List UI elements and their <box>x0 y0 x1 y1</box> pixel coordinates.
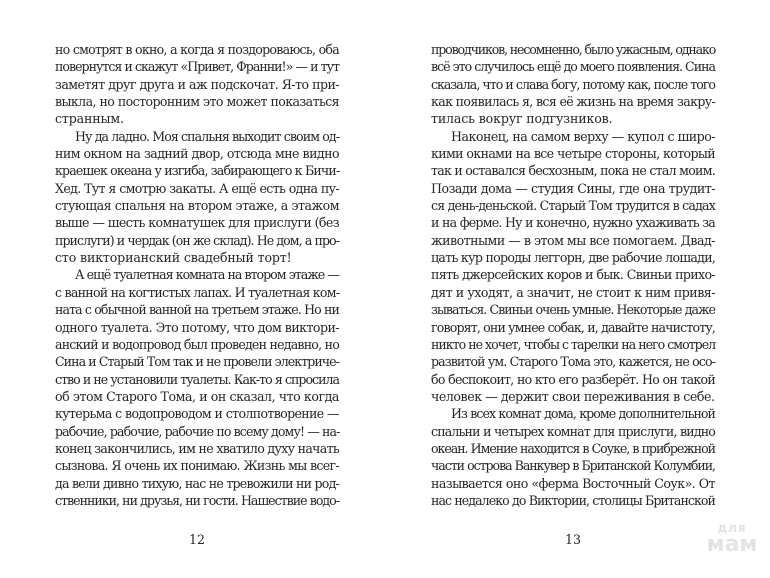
text-line: кими окнами на все четыре стороны, который <box>431 146 715 162</box>
text-line: одного туалета. Это потому, что дом виктори- <box>55 319 339 335</box>
text-line: Наконец, на самом верху — купол с широ- <box>451 128 716 144</box>
text-line: проводчиков, несомненно, было ужасным, однако <box>431 42 716 57</box>
text-line: да вели дивно тихую, нас не тревожили ни род- <box>55 475 339 491</box>
text-line: так и оставался бесхозным, пока не стал моим. <box>431 163 715 179</box>
text-line: ся день-деньской. Старый Том трудится в садах <box>431 198 716 214</box>
watermark-top-text: для <box>717 521 747 535</box>
text-line: рабочие, рабочие, рабочие по всему дому! — на- <box>55 423 340 439</box>
text-line: зываться. Свиньи очень умные. Некоторые даже <box>431 302 715 318</box>
text-line: говорят, они умнее собак, и, давайте начистоту, <box>431 319 716 335</box>
page-number-left: 12 <box>188 532 206 547</box>
text-line: сказала, что и слава богу, потому как, после того <box>431 76 715 92</box>
text-line: краешек океана у изгиба, забирающего к Бичи- <box>55 163 340 179</box>
text-line: и на ферме. Ну и конечно, нужно ухаживать за <box>431 215 715 231</box>
text-line: части острова Ванкувер в Британской Колумбии, <box>431 458 715 474</box>
text-line: Ну да ладно. Моя спальня выходит своим од- <box>75 128 340 144</box>
text-line: Позади дома — студия Сины, где она трудит- <box>431 180 715 196</box>
text-line: Из всех комнат дома, кроме дополнительной <box>451 406 715 422</box>
text-line: сто викторианский свадебный торт! <box>55 250 292 266</box>
text-line: ство и не установили туалеты. Как-то я спросила <box>55 371 339 387</box>
text-line: цать кур породы леггорн, две рабочие лошади, <box>431 250 716 266</box>
text-line: кутерьма с водопроводом и столпотворение — <box>55 406 339 422</box>
text-line: животными — в этом мы все помогаем. Двад- <box>431 232 715 248</box>
text-line: человек — держит свои переживания в себе. <box>431 388 715 404</box>
text-line: выкла, но посторонним это может показаться <box>55 94 339 110</box>
text-line: дят и уходят, а значит, не стоит к ним привя- <box>431 284 715 300</box>
text-line: заметят друг друга и аж подскочат. Я-то при- <box>55 76 339 92</box>
text-line: повернутся и скажут «Привет, Франни!» — и тут <box>55 59 339 75</box>
text-line: тилась вокруг подгузников. <box>431 111 613 127</box>
text-line: развитой ум. Старого Тома это, кажется, не осо- <box>431 354 715 370</box>
left-page-text <box>55 41 339 509</box>
text-line: спальни и четырех комнат для прислуги, видно <box>431 423 715 439</box>
text-line: всё это случилось ещё до моего появления. Сина <box>431 59 715 75</box>
text-line: как появилась я, вся её жизнь на время закру- <box>431 94 716 110</box>
text-line: бо беспокоит, но кто его разберёт. Но он такой <box>431 371 715 387</box>
right-page-text <box>431 41 715 509</box>
watermark-bottom-text: мам <box>706 532 758 557</box>
text-line: океан. Имение находится в Соуке, в прибрежной <box>431 440 715 456</box>
text-line: Хед. Тут я смотрю закаты. А ещё есть одна пу- <box>55 180 339 196</box>
text-line: с ванной на когтистых лапах. И туалетная ком- <box>55 284 340 300</box>
text-line: об этом Старого Тома, и он сказал, что когда <box>55 388 339 404</box>
text-line: ната с обычной ванной на третьем этаже. Но ни <box>55 302 339 318</box>
watermark-logo <box>697 522 767 556</box>
text-line: ним окном на задний двор, отсюда мне видно <box>55 146 339 162</box>
text-line: выше — шесть комнатушек для прислуги (без <box>55 215 339 231</box>
text-line: конец закончились, им не хватило духу начать <box>55 440 339 456</box>
text-line: стующая спальня на втором этаже, а этажом <box>55 198 339 214</box>
page-number-right: 13 <box>564 532 582 547</box>
text-line: нас недалеко до Виктории, столицы Британской <box>431 492 715 508</box>
text-line: ственники, ни друзья, ни гости. Нашествие водо- <box>55 492 339 508</box>
text-line: Сина и Старый Том так и не провели электриче- <box>55 354 339 370</box>
text-line: прислуги) и чердак (он же склад). Не дом, а про- <box>55 232 339 248</box>
text-line: сызнова. Я очень их понимаю. Жизнь мы всег- <box>55 458 339 474</box>
text-line: никто не хочет, чтобы с тарелки на него смотрел <box>431 336 716 352</box>
text-line: странным. <box>55 111 124 127</box>
text-line: но смотрят в окно, а когда я поздороваюсь, оба <box>55 42 339 57</box>
text-line: А ещё туалетная комната на втором этаже — <box>75 267 339 283</box>
text-line: пять джерсейских коров и бык. Свиньи прихо- <box>431 267 715 283</box>
text-line: анский и водопровод был проведен недавно, но <box>55 336 339 352</box>
text-line: называется оно «ферма Восточный Соук». От <box>431 475 715 491</box>
